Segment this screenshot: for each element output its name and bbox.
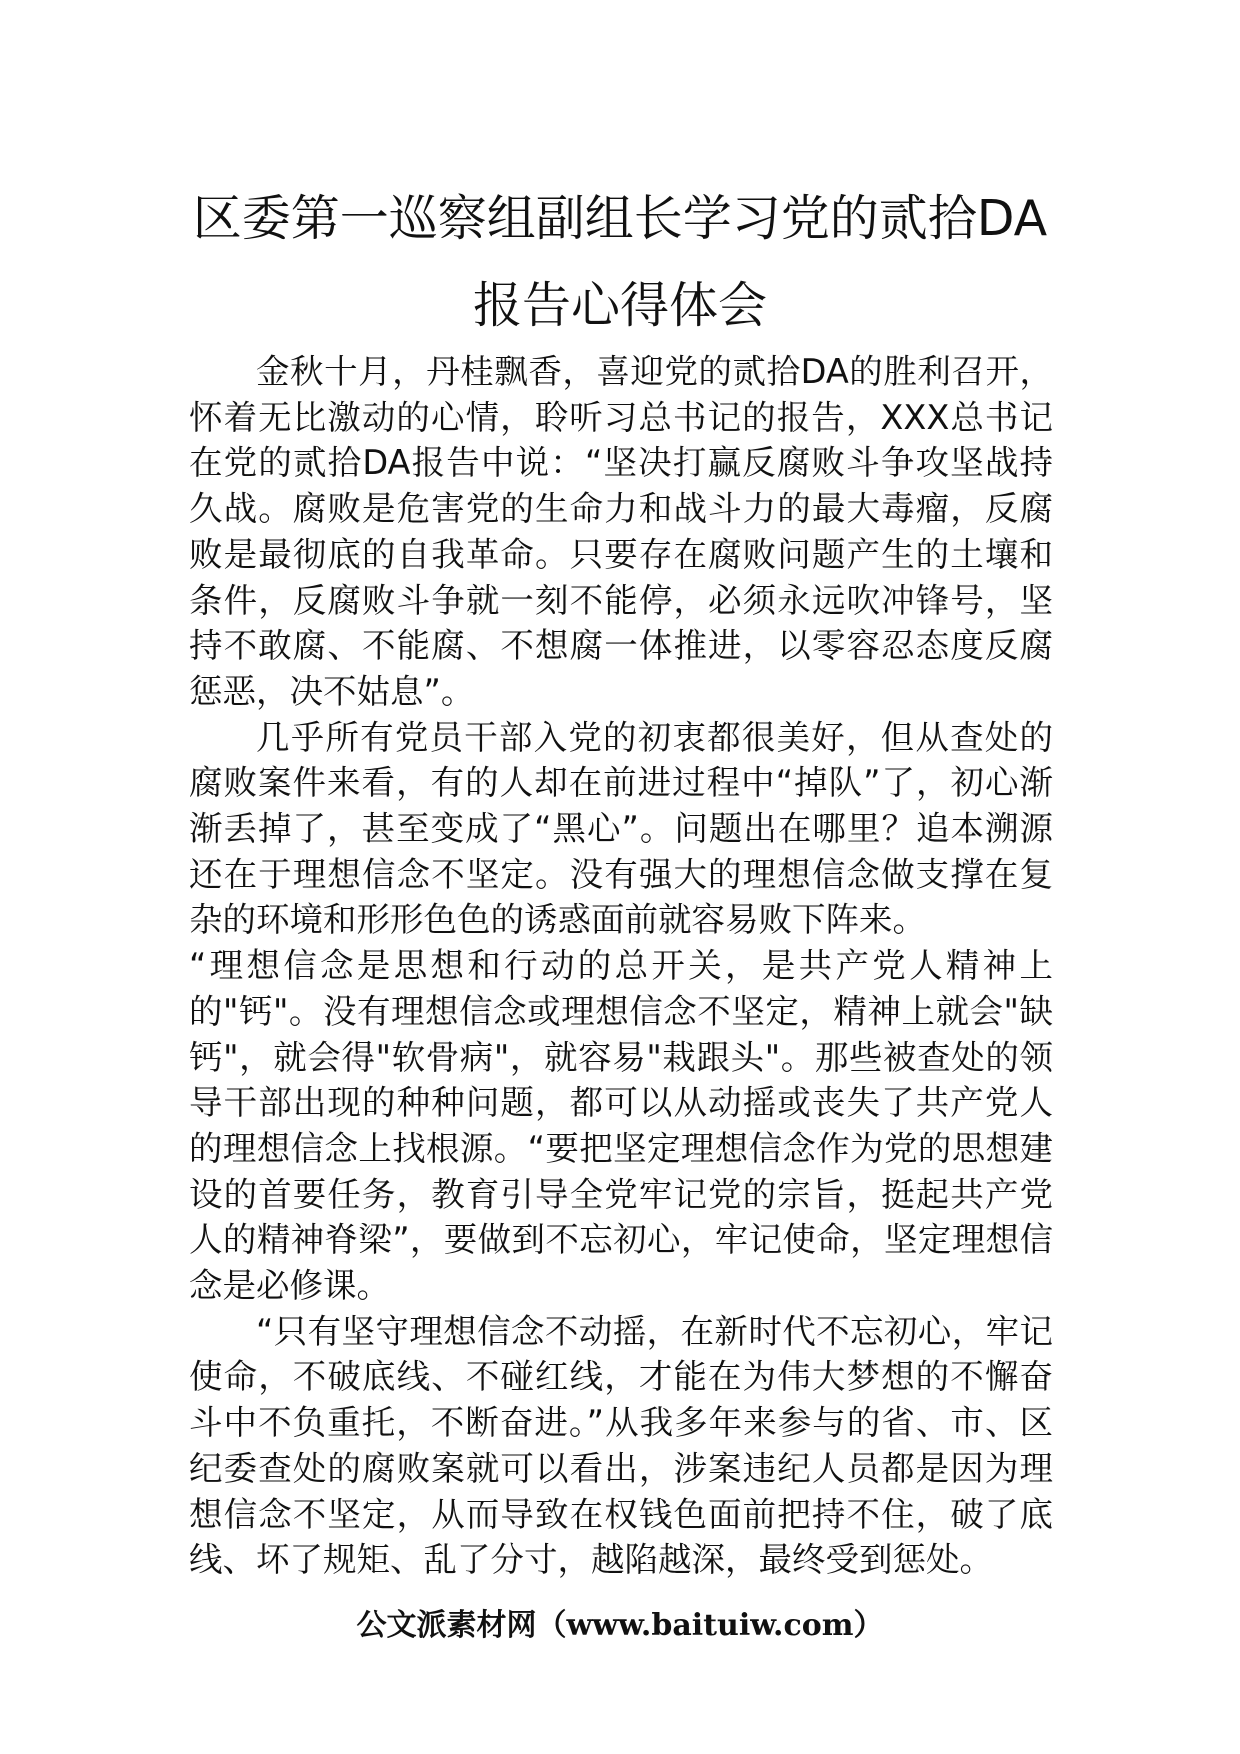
paragraph-3: “理想信念是思想和行动的总开关，是共产党人精神上的"钙"。没有理想信念或理想信念不坚定，精神上就会"缺钙"，就会得"软骨病"，就容易"栽跟头"。那些被查处的领导干部出现的种种问题，都可以从动摇或丧失了共产党人的理想信念上找根源。“要把坚定理想信念作为党的思想建设的首要任务，教育引导全党牢记党的宗旨，挺起共产党人的精神脊梁”，要做到不忘初心，牢记使命，坚定理想信念是必修课。 [189,946,1053,1306]
document-body [189,349,1053,1583]
document-title-line-1: 区委第一巡察组副组长学习党的贰拾DA [192,190,1048,247]
paragraph-2: 几乎所有党员干部入党的初衷都很美好，但从查处的腐败案件来看，有的人却在前进过程中“掉队”了，初心渐渐丢掉了，甚至变成了“黑心”。问题出在哪里？追本溯源还在于理想信念不坚定。没有强大的理想信念做支撑在复杂的环境和形形色色的诱惑面前就容易败下阵来。 [189,717,1053,940]
footer-watermark: 公文派素材网（www.baituiw.com） [356,1608,884,1643]
document-title-line-2: 报告心得体会 [472,277,767,334]
paragraph-4: “只有坚守理想信念不动摇，在新时代不忘初心，牢记使命，不破底线、不碰红线，才能在为伟大梦想的不懈奋斗中不负重托，不断奋进。”从我多年来参与的省、市、区纪委查处的腐败案就可以看出，涉案违纪人员都是因为理想信念不坚定，从而导致在权钱色面前把持不住，破了底线、坏了规矩、乱了分寸，越陷越深，最终受到惩处。 [189,1311,1053,1580]
paragraph-1: 金秋十月，丹桂飘香，喜迎党的贰拾DA的胜利召开，怀着无比激动的心情，聆听习总书记的报告，XXX总书记在党的贰拾DA报告中说：“坚决打赢反腐败斗争攻坚战持久战。腐败是危害党的生命力和战斗力的最大毒瘤，反腐败是最彻底的自我革命。只要存在腐败问题产生的土壤和条件，反腐败斗争就一刻不能停，必须永远吹冲锋号，坚持不敢腐、不能腐、不想腐一体推进，以零容忍态度反腐惩恶，决不姑息”。 [189,352,1053,711]
